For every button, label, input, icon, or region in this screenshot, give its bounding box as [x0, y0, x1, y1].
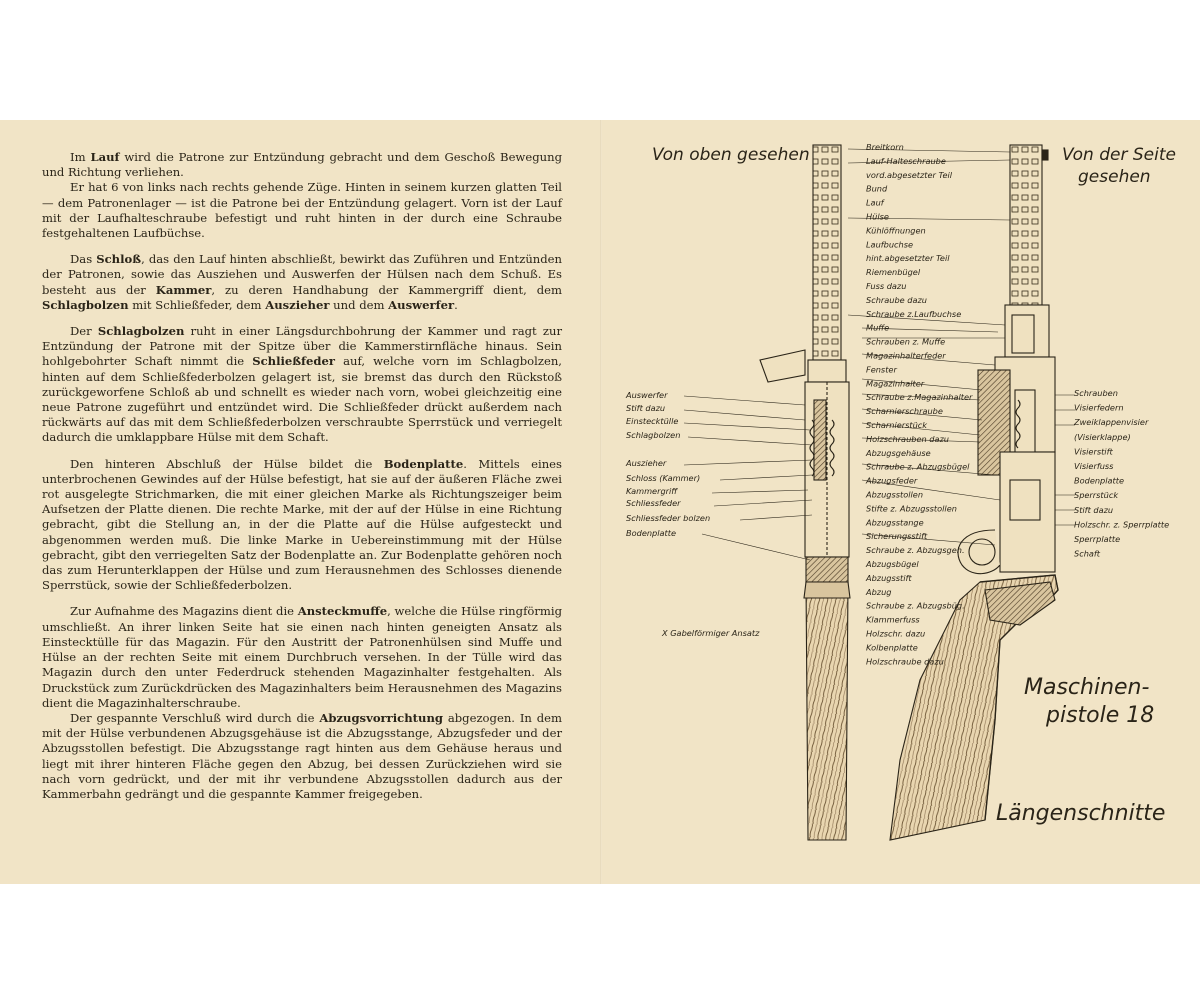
text-run: Der	[70, 324, 98, 339]
diagram-label: Schraube z. Abzugsgeh.	[866, 545, 965, 556]
diagram-label: Schraube dazu	[866, 294, 927, 305]
paragraph-bodenplatte	[42, 457, 562, 594]
diagram-label: Lauf-Halteschraube	[866, 155, 946, 166]
bold-term: Kammer	[155, 282, 212, 297]
left-text-column	[42, 150, 562, 813]
text-run: und dem	[329, 297, 389, 312]
title-line-2: pistole 18	[1046, 703, 1155, 728]
diagram-label: Stift dazu	[1074, 504, 1114, 515]
diagram-label: Stifte z. Abzugsstollen	[866, 503, 957, 514]
diagram-label: Muffe	[866, 322, 890, 333]
diagram-label: hint.abgesetzter Teil	[866, 253, 950, 264]
text-run: Zur Aufnahme des Magazins dient die	[70, 604, 298, 619]
bold-term: Schloß	[96, 252, 142, 267]
diagram-label: Visierstift	[1074, 446, 1113, 457]
paragraph-lauf	[42, 150, 562, 241]
note-text: X Gabelförmiger Ansatz	[662, 628, 760, 638]
text-run: auf, welche vorn im Schlagbolzen, hinten auf dem Schließfederbolzen gelagert ist, sie bremst das durch den Rückstoß zurückgeworfene Schloß ab und schnellt es wieder nach vorn, wobei gleichzeitig eine neue Patrone zugeführt und entzündet wird. Die Schließfeder drückt außerdem nach rückwärts auf das mit dem Schließfederbolzen verschraubte Sperrstück und verriegelt dadurch die umklappbare Hülse mit dem Schaft.	[42, 354, 562, 445]
diagram-label: Sicherungsstift	[866, 531, 928, 542]
diagram-label: Zweiklappenvisier	[1074, 417, 1149, 428]
diagram-svg	[600, 120, 1200, 884]
bold-term: Bodenplatte	[383, 456, 464, 471]
diagram-label: (Visierklappe)	[1074, 431, 1131, 442]
bold-term: Abzugsvorrichtung	[319, 710, 443, 725]
diagram-label: Abzugsgehäuse	[866, 447, 931, 458]
diagram-label: Abzug	[866, 586, 892, 597]
paragraph-schloss	[42, 252, 562, 313]
diagram-label: Laufbuchse	[866, 239, 914, 250]
text-run: abgezogen. In dem mit der Hülse verbundenen Abzugsgehäuse ist die Abzugsstange, Abzugsfeder und der Abzugsstollen befestigt. Die Abzugsstange ragt hinten aus dem Gehäuse heraus und liegt mit ihrer hinteren Fläche gegen den Abzug, bei dessen Zurückziehen wird sie nach vorn gedrückt, und der mit ihr verbundene Abzugsstollen dadurch aus der Kammerbahn gedrängt und die gespannte Kammer freigegeben.	[42, 710, 562, 801]
diagram-label: Magazinhalter	[866, 378, 925, 389]
bold-term: Auszieher	[265, 297, 330, 312]
diagram-label: Scharnierstück	[866, 420, 928, 430]
text-run: ruht in einer Längsdurchbohrung der Kammer und ragt zur Entzündung der Patrone mit der Spitze über die Kammerstirnfläche hinaus. Sein hohlgebohrter Schaft nimmt die	[42, 324, 562, 369]
diagram-label: Lauf	[866, 197, 884, 208]
left-label-group	[625, 390, 710, 538]
diagram-label: Schrauben z. Muffe	[866, 336, 946, 347]
diagram-label: Visierfuss	[1074, 461, 1114, 471]
text-run: Im	[70, 150, 91, 164]
diagram-label: Auszieher	[626, 458, 667, 468]
diagram-label: Holzschr. dazu	[866, 628, 926, 639]
diagram-label: Schliessfeder bolzen	[626, 513, 711, 523]
diagram-label: Holzschr. z. Sperrplatte	[1074, 519, 1170, 530]
paragraph-schlagbolzen	[42, 324, 562, 446]
diagram-label: Sperrstück	[1074, 490, 1119, 501]
text-run: , das den Lauf hinten abschließt, bewirkt das Zuführen und Entzünden der Patronen, sowie das Ausziehen und Auswerfen der Hülsen nach dem Schuß. Es besteht aus der	[42, 252, 562, 297]
text-run: , zu deren Handhabung der Kammergriff dient, dem	[211, 282, 562, 297]
diagram-label: Bodenplatte	[626, 528, 676, 538]
paragraph-abzug	[42, 711, 562, 802]
diagram-label: Kühlöffnungen	[866, 225, 926, 236]
text-run: wird die Patrone zur Entzündung gebracht und dem Geschoß Bewegung und Richtung verliehen.	[42, 150, 562, 180]
center-label-group	[865, 142, 973, 666]
diagram-label: Abzugsfeder	[866, 475, 918, 486]
text-run: Das	[70, 252, 97, 267]
bold-term: Auswerfer	[388, 297, 455, 312]
diagram-label: Abzugsstift	[866, 572, 912, 583]
diagram-label: Schloss (Kammer)	[626, 473, 701, 483]
diagram-label: Einstecktülle	[626, 416, 679, 426]
view-side-heading-2: gesehen	[1078, 167, 1151, 187]
diagram-label: Schraube z.Magazinhalter	[866, 392, 973, 403]
diagram-label: vord.abgesetzter Teil	[866, 169, 953, 180]
diagram-label: Scharnierschraube	[866, 406, 943, 417]
diagram-label: Schaft	[1074, 548, 1100, 559]
diagram-label: Holzschraube dazu	[866, 656, 944, 667]
text-run: Den hinteren Abschluß der Hülse bildet die	[70, 456, 384, 471]
diagram-label: Kammergriff	[626, 486, 678, 496]
view-side-heading: Von der Seite	[1062, 145, 1176, 165]
diagram-label: Abzugsbügel	[866, 559, 919, 569]
diagram-label: Fuss dazu	[866, 281, 907, 291]
bold-term: Lauf	[90, 150, 120, 164]
diagram-label: Auswerfer	[626, 390, 668, 400]
text-run: mit Schließfeder, dem	[128, 297, 266, 312]
diagram-label: Holzschrauben dazu	[866, 433, 949, 444]
top-view-drawing	[760, 145, 850, 840]
diagram-label: Stift dazu	[626, 403, 666, 413]
text-run: Er hat 6 von links nach rechts gehende Züge. Hinten in seinem kurzen glatten Teil — dem Patronenlager — ist die Patrone bei der Entzündung gelagert. Vorn ist der Lauf mit der Laufhalteschraube befestigt und ruht hinten in der durch eine Schraube festgehaltenen Laufbüchse.	[42, 180, 562, 241]
diagram-label: Visierfedern	[1074, 402, 1124, 413]
bold-term: Ansteckmuffe	[297, 604, 388, 619]
diagram-label: Schliessfeder	[626, 498, 681, 508]
diagram-label: Bund	[866, 183, 888, 194]
title-line-1: Maschinen-	[1024, 675, 1150, 700]
diagram-label: Klammerfuss	[866, 614, 920, 625]
text-run: .	[454, 297, 458, 312]
diagram-label: Sperrplatte	[1074, 534, 1121, 544]
diagram-label: Kolbenplatte	[866, 642, 918, 653]
bold-term: Schlagbolzen	[42, 297, 129, 312]
text-run: . Mittels eines unterbrochenen Gewindes auf der Hülse befestigt, hat sie auf der äußeren Fläche zwei rot ausgelegte Strichmarken, die mit einer gleichen Marke als Richtungszeiger beim Aufsetzen der Platte dienen. Die rechte Marke, mit der auf der Hülse in eine Richtung gebracht, gibt die Stellung an, in der die Platte auf die Hülse aufgesteckt und abgenommen werden muß. Die linke Marke in Uebereinstimmung mit der Hülse gebracht, gibt den verriegelten Satz der Bodenplatte an. Zur Bodenplatte gehören noch das zum Herunterklappen der Hülse und zum Herausnehmen des Schlosses dienende Sperrstück, sowie der Schließfederbolzen.	[42, 456, 562, 593]
bold-term: Schlagbolzen	[97, 324, 185, 339]
diagram-label: Schlagbolzen	[626, 430, 681, 440]
text-run: , welche die Hülse ringförmig umschließt. An ihrer linken Seite hat sie einen nach hinten geneigten Ansatz als Einstecktülle für das Magazin. Für den Austritt der Patronenhülsen sind Muffe und Hülse an der rechten Seite mit einem Durchbruch versehen. In der Tülle wird das Magazin durch den unter Federdruck stehenden Magazinhalter festgehalten. Als Druckstück zum Zurückdrücken des Magazinhalters beim Herausnehmen des Magazins dient die Magazinhalterschraube.	[42, 604, 563, 710]
diagram-label: Magazinhalterfeder	[866, 350, 946, 361]
diagram-label: Abzugsstange	[866, 517, 924, 528]
weapon-diagram	[600, 120, 1200, 884]
diagram-label: Fenster	[866, 364, 897, 375]
text-run: Der gespannte Verschluß wird durch die	[70, 710, 320, 725]
view-top-heading: Von oben gesehen	[652, 145, 810, 165]
folded-sheet	[0, 120, 1200, 884]
diagram-label: Abzugsstollen	[866, 489, 924, 500]
right-label-group	[1073, 388, 1169, 559]
diagram-label: Breitkorn	[866, 142, 904, 152]
diagram-label: Schraube z. Abzugsbüg.	[866, 600, 965, 611]
diagram-label: Hülse	[866, 211, 889, 222]
subtitle: Längenschnitte	[996, 801, 1166, 826]
bold-term: Schließfeder	[252, 354, 336, 369]
paragraph-ansteckmuffe	[42, 604, 562, 710]
diagram-label: Schraube z. Abzugsbügel	[866, 461, 970, 472]
diagram-label: Schrauben	[1074, 388, 1118, 398]
diagram-label: Schraube z.Laufbuchse	[866, 308, 962, 319]
diagram-label: Riemenbügel	[866, 267, 921, 278]
diagram-label: Bodenplatte	[1074, 475, 1124, 486]
